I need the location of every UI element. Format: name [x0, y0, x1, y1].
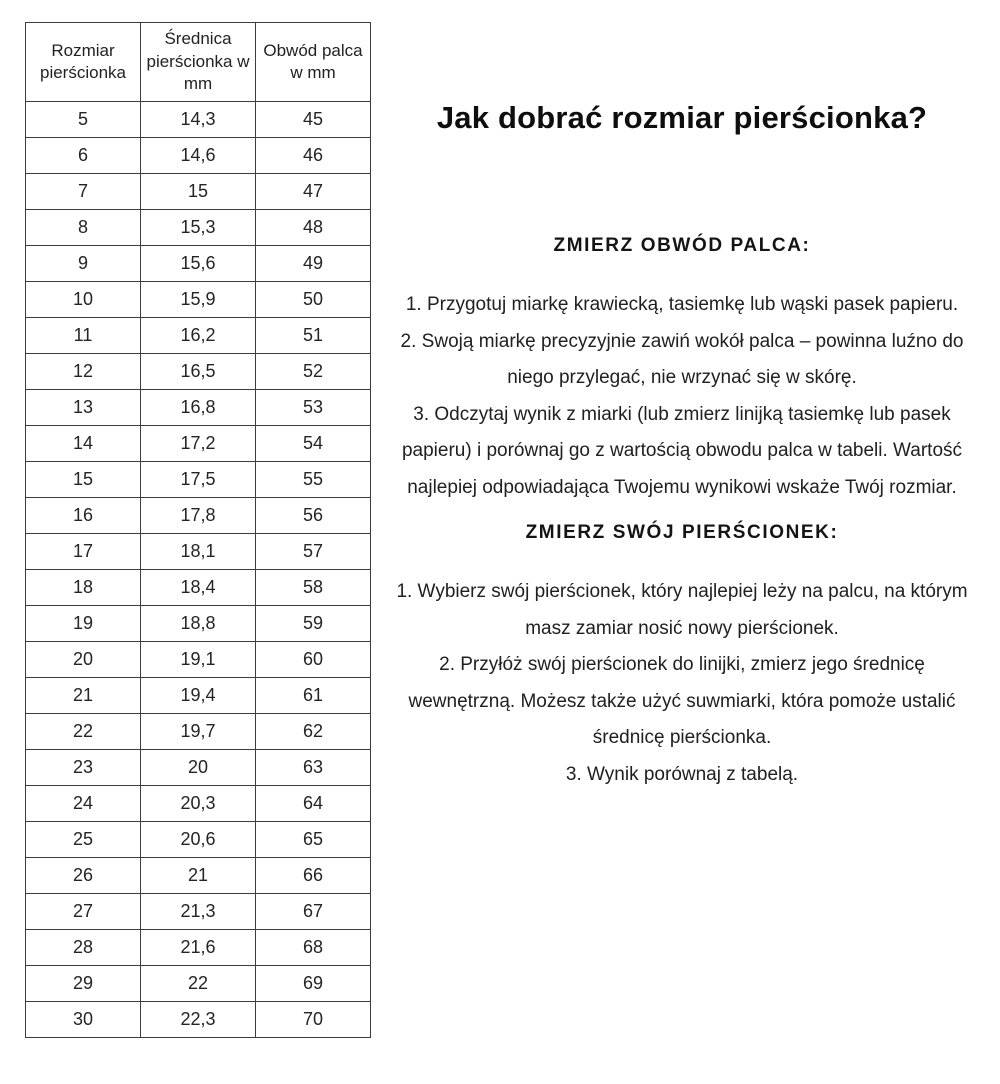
table-row	[26, 750, 371, 786]
table-cell: 48	[256, 210, 371, 246]
table-cell: 17,2	[141, 426, 256, 462]
table-row	[26, 318, 371, 354]
table-cell: 11	[26, 318, 141, 354]
table-row	[26, 822, 371, 858]
table-row	[26, 246, 371, 282]
table-row	[26, 570, 371, 606]
table-row	[26, 174, 371, 210]
table-cell: 61	[256, 678, 371, 714]
table-cell: 47	[256, 174, 371, 210]
table-cell: 18,8	[141, 606, 256, 642]
table-cell: 21,6	[141, 930, 256, 966]
table-cell: 22	[26, 714, 141, 750]
table-cell: 30	[26, 1002, 141, 1038]
table-cell: 7	[26, 174, 141, 210]
table-row	[26, 966, 371, 1002]
table-cell: 22,3	[141, 1002, 256, 1038]
table-cell: 19,7	[141, 714, 256, 750]
column-header: Obwód palca w mm	[256, 23, 371, 102]
table-cell: 13	[26, 390, 141, 426]
table-cell: 46	[256, 138, 371, 174]
instructions-panel	[393, 96, 971, 793]
table-cell: 28	[26, 930, 141, 966]
instruction-step: 2. Przyłóż swój pierścionek do linijki, zmierz jego średnicę wewnętrzną. Możesz także użyć suwmiarki, która pomoże ustalić średnicę pierścionka.	[408, 654, 956, 748]
table-cell: 56	[256, 498, 371, 534]
table-cell: 63	[256, 750, 371, 786]
instruction-sections	[393, 233, 971, 793]
table-cell: 49	[256, 246, 371, 282]
table-row	[26, 606, 371, 642]
table-cell: 70	[256, 1002, 371, 1038]
table-cell: 21	[26, 678, 141, 714]
table-cell: 15,3	[141, 210, 256, 246]
table-cell: 20	[26, 642, 141, 678]
table-cell: 16,5	[141, 354, 256, 390]
table-cell: 14,6	[141, 138, 256, 174]
page-title: Jak dobrać rozmiar pierścionka?	[436, 100, 928, 135]
instruction-section	[393, 520, 971, 793]
table-cell: 24	[26, 786, 141, 822]
table-cell: 5	[26, 102, 141, 138]
table-cell: 64	[256, 786, 371, 822]
table-cell: 20,6	[141, 822, 256, 858]
table-row	[26, 894, 371, 930]
table-row	[26, 354, 371, 390]
table-row	[26, 462, 371, 498]
table-cell: 65	[256, 822, 371, 858]
table-cell: 16	[26, 498, 141, 534]
table-row	[26, 1002, 371, 1038]
table-header-row	[26, 23, 371, 102]
table-cell: 18	[26, 570, 141, 606]
table-cell: 20	[141, 750, 256, 786]
table-cell: 12	[26, 354, 141, 390]
table-cell: 55	[256, 462, 371, 498]
table-cell: 54	[256, 426, 371, 462]
table-cell: 17,8	[141, 498, 256, 534]
table-row	[26, 714, 371, 750]
table-cell: 10	[26, 282, 141, 318]
table-cell: 53	[256, 390, 371, 426]
table-cell: 19,1	[141, 642, 256, 678]
table-cell: 50	[256, 282, 371, 318]
table-cell: 22	[141, 966, 256, 1002]
ring-size-table	[25, 22, 371, 1038]
table-row	[26, 210, 371, 246]
table-cell: 26	[26, 858, 141, 894]
instruction-step: 3. Odczytaj wynik z miarki (lub zmierz linijką tasiemkę lub pasek papieru) i porównaj go z wartością obwodu palca w tabeli. Wartość najlepiej odpowiadająca Twojemu wynikowi wskaże Twój rozmiar.	[401, 403, 963, 498]
table-cell: 67	[256, 894, 371, 930]
table-cell: 14	[26, 426, 141, 462]
table-row	[26, 390, 371, 426]
table-cell: 29	[26, 966, 141, 1002]
instruction-step: 3. Wynik porównaj z tabelą.	[565, 763, 799, 785]
table-row	[26, 426, 371, 462]
table-cell: 57	[256, 534, 371, 570]
table-cell: 45	[256, 102, 371, 138]
table-cell: 16,8	[141, 390, 256, 426]
table-cell: 25	[26, 822, 141, 858]
table-row	[26, 642, 371, 678]
instruction-steps	[393, 287, 971, 506]
table-cell: 62	[256, 714, 371, 750]
table-cell: 58	[256, 570, 371, 606]
table-row	[26, 102, 371, 138]
section-heading: ZMIERZ OBWÓD PALCA:	[553, 235, 811, 256]
column-header: Średnica pierścionka w mm	[141, 23, 256, 102]
table-header	[26, 23, 371, 102]
table-cell: 9	[26, 246, 141, 282]
table-cell: 15,6	[141, 246, 256, 282]
table-cell: 14,3	[141, 102, 256, 138]
table-cell: 19	[26, 606, 141, 642]
table-cell: 52	[256, 354, 371, 390]
table-row	[26, 138, 371, 174]
instruction-step: 1. Przygotuj miarkę krawiecką, tasiemkę lub wąski pasek papieru.	[405, 294, 959, 315]
table-cell: 16,2	[141, 318, 256, 354]
table-cell: 8	[26, 210, 141, 246]
instruction-steps	[393, 574, 971, 793]
table-row	[26, 678, 371, 714]
table-row	[26, 930, 371, 966]
table-cell: 21,3	[141, 894, 256, 930]
table-cell: 17,5	[141, 462, 256, 498]
column-header: Rozmiar pierścionka	[26, 23, 141, 102]
table-cell: 69	[256, 966, 371, 1002]
table-cell: 15	[141, 174, 256, 210]
table-cell: 17	[26, 534, 141, 570]
table-cell: 66	[256, 858, 371, 894]
table-cell: 6	[26, 138, 141, 174]
table-cell: 18,1	[141, 534, 256, 570]
section-heading: ZMIERZ SWÓJ PIERŚCIONEK:	[525, 522, 839, 543]
table-cell: 27	[26, 894, 141, 930]
table-cell: 23	[26, 750, 141, 786]
table-cell: 21	[141, 858, 256, 894]
table-cell: 15	[26, 462, 141, 498]
table-cell: 15,9	[141, 282, 256, 318]
table-cell: 60	[256, 642, 371, 678]
table-cell: 68	[256, 930, 371, 966]
instruction-section	[393, 233, 971, 506]
table-row	[26, 282, 371, 318]
table-cell: 59	[256, 606, 371, 642]
table-row	[26, 534, 371, 570]
table-cell: 18,4	[141, 570, 256, 606]
table-row	[26, 498, 371, 534]
table-row	[26, 858, 371, 894]
table-body	[26, 102, 371, 1038]
table-row	[26, 786, 371, 822]
table-cell: 51	[256, 318, 371, 354]
table-cell: 19,4	[141, 678, 256, 714]
instruction-step: 2. Swoją miarkę precyzyjnie zawiń wokół palca – powinna luźno do niego przylegać, nie wrzynać się w skórę.	[400, 330, 964, 388]
table-cell: 20,3	[141, 786, 256, 822]
instruction-step: 1. Wybierz swój pierścionek, który najlepiej leży na palcu, na którym masz zamiar nosić nowy pierścionek.	[396, 581, 968, 639]
